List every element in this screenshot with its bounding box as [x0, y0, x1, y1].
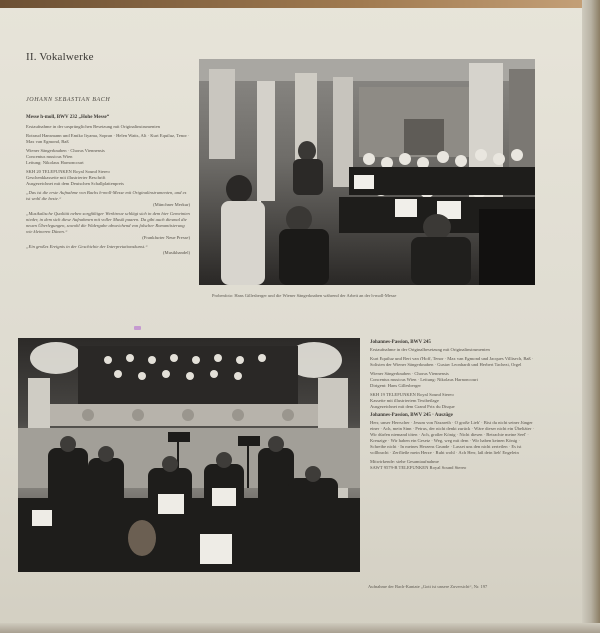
excerpts-line: SAWT 9579-B TELEFUNKEN Royal Sound Stereo — [370, 465, 467, 470]
passion-line: Ausgezeichnet mit dem Grand Prix du Disque — [370, 404, 455, 409]
cantata-recording-photo — [18, 338, 360, 572]
review-source: (Frankfurter Neue Presse) — [142, 235, 190, 240]
passion-line: Concentus musicus Wien · Leitung: Nikolaus Harnoncourt — [370, 377, 478, 382]
mass-line: Rotraud Hansmann und Emiko Iiyama, Sopran · Helen Watts, Alt · Kurt Equiluz, Tenor · Max van Egmond, Baß — [26, 133, 190, 144]
passion-line: SKH 19 TELEFUNKEN Royal Sound Stereo — [370, 392, 454, 397]
price-sticker — [134, 326, 141, 330]
mass-description — [26, 115, 190, 259]
mass-line: Ausgezeichnet mit dem Deutschen Schallplattenpreis — [26, 181, 124, 186]
mass-line: Concentus musicus Wien — [26, 154, 73, 159]
excerpts-title: Johannes-Passion, BWV 245 · Auszüge — [370, 413, 453, 418]
passion-line: Kassette mit illustriertem Textbeilage — [370, 398, 439, 403]
passion-title: Johannes-Passion, BWV 245 — [370, 340, 431, 345]
passion-line: Kurt Equiluz und Bert van t'Hoff, Tenor · Max van Egmond und Jacques Villisech, Baß · Solisten der Wiener Sängerknaben · Gustav Leonhardt und Herbert Tachezi, Orgel — [370, 356, 534, 367]
mass-line: Erstaufnahme in der ursprünglichen Besetzung mit Originalinstrumenten — [26, 124, 160, 129]
page-top-edge — [0, 0, 600, 8]
mass-line: Geschenkkassette mit illustrierter Beschrift — [26, 175, 106, 180]
mass-title: Messe h-moll, BWV 232 „Hohe Messe“ — [26, 115, 110, 120]
review-quote: „Das ist die erste Aufnahme von Bachs h-moll-Messe mit Originalinstrumenten, und es ist wohl die beste.“ — [26, 190, 187, 201]
cantata-recording-photo-image — [18, 338, 360, 572]
mass-line: SKH 20 TELEFUNKEN Royal Sound Stereo — [26, 169, 110, 174]
passion-description — [370, 340, 536, 474]
excerpts-line: Mitwirkende: siehe Gesamtaufnahme — [370, 459, 439, 464]
mass-line: Leitung: Nikolaus Harnoncourt — [26, 160, 84, 165]
section-title: II. Vokalwerke — [26, 51, 94, 63]
mass-line: Wiener Sängerknaben · Chorus Viennensis — [26, 148, 105, 153]
review-source: (Musikhandel) — [162, 250, 190, 255]
excerpts-list: Herr, unser Herrscher · Jesum von Nazareth · O große Lieb' · Bist du nicht seiner Jünger einer · Ach, mein Sinn · Petrus, der nicht denkt zurück · Wäre dieser nicht ein Übeltäter · Wir dürfen niemand töten · Ach, großer König · Nicht diesen · Betrachte meine Seel' · Kreuzige · Wir haben ein Gesetz · Weg, weg mit dem · Wir haben keinen König · Schreibe nicht · In meines Herzens Grunde · Lasset uns den nicht zerteilen · Es ist vollbracht · Zerfließe mein Herze · Ruht wohl · Ach Herr, laß dein lieb' Engelein — [370, 420, 535, 455]
review-quote: „Musikalische Qualität neben sorgfältiger Werktreue schlägt sich in dem hier Gemeinten nieder, in dem sich diese Aufnahmen mit voller Musik paaren. Da gibt auch diesmal die neuen Überlegungen, sowohl die Widergabe abweichend von falscher Romantisierung wie kleineren Dünen.“ — [26, 211, 190, 234]
review-source: (Münchner Merkur) — [153, 202, 190, 207]
passion-line: Erstaufnahme in der Originalbesetzung mit Originalinstrumenten — [370, 347, 490, 352]
review-quote: „Ein großes Ereignis in der Geschichte der Interpretationskunst.“ — [26, 244, 148, 249]
rehearsal-photo-caption: Probenfoto: Hans Gillesberger und die Wiener Sängerknaben während der Arbeit an der h-moll-Messe — [212, 293, 397, 298]
page-bottom-edge — [0, 623, 600, 633]
composer-heading: JOHANN SEBASTIAN BACH — [26, 97, 111, 103]
cantata-photo-caption: Aufnahme der Bach-Kantate „Gott ist unsere Zuversicht“, Nr. 197 — [368, 584, 488, 589]
page-right-edge — [582, 0, 600, 633]
passion-line: Dirigent: Hans Gillesberger — [370, 383, 421, 388]
rehearsal-photo — [199, 59, 535, 285]
passion-line: Wiener Sängerknaben · Chorus Viennensis — [370, 371, 449, 376]
rehearsal-photo-image — [199, 59, 535, 285]
